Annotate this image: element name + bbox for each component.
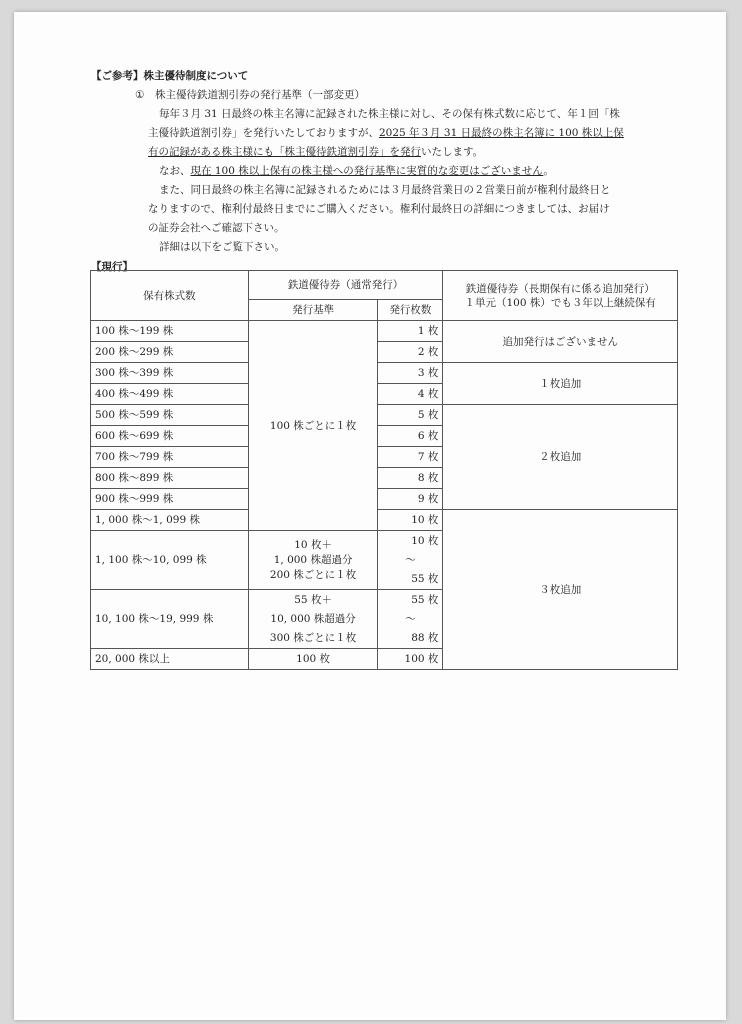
count-cell: 2 枚: [378, 342, 443, 363]
paragraph-2-end: 。: [543, 165, 554, 177]
header-normal: 鉄道優待券（通常発行）: [248, 271, 443, 300]
count-range-top: 55 枚: [411, 593, 439, 606]
header-shares: 保有株式数: [91, 271, 249, 321]
basis-line-2: 10, 000 株超過分: [270, 612, 356, 625]
paragraph-1-line-1: 毎年３月 31 日最終の株主名簿に記録された株主様に対し、その保有株式数に応じて、年１回「株: [159, 108, 620, 120]
count-cell: 3 枚: [378, 363, 443, 384]
shares-cell: 200 株～299 株: [91, 342, 249, 363]
count-cell: 100 枚: [378, 649, 443, 670]
shares-cell: 900 株～999 株: [91, 489, 249, 510]
basis-cell: 100 枚: [248, 649, 378, 670]
shares-cell: 1, 100 株～10, 099 株: [91, 531, 249, 590]
subsection-title-text: 株主優待鉄道割引券の発行基準（一部変更）: [155, 89, 365, 101]
shares-cell: 20, 000 株以上: [91, 649, 249, 670]
section-heading: 【ご参考】株主優待制度について: [91, 70, 249, 82]
count-range-mid: ～: [405, 553, 416, 566]
shares-cell: 600 株～699 株: [91, 426, 249, 447]
header-long-term-line-2: １単元（100 株）でも３年以上継続保有: [464, 296, 656, 309]
count-range-bottom: 88 枚: [411, 631, 439, 644]
count-cell: 8 枚: [378, 468, 443, 489]
paragraph-1-text: 主優待鉄道割引券」を発行いたしておりますが、: [148, 127, 379, 139]
count-cell: 5 枚: [378, 405, 443, 426]
count-range-mid: ～: [405, 612, 416, 625]
add-2-cell: ２枚追加: [443, 405, 678, 510]
add-none-cell: 追加発行はございません: [443, 321, 678, 363]
paragraph-2-lead: なお、: [159, 165, 191, 177]
add-3-cell: ３枚追加: [443, 510, 678, 670]
table-row: [91, 510, 678, 531]
document-page: [14, 12, 726, 1020]
paragraph-1-text-2: いたします。: [421, 146, 484, 158]
table-row: [91, 363, 678, 384]
header-long-term: [443, 271, 678, 321]
paragraph-4: 詳細は以下をご覧下さい。: [159, 241, 285, 253]
shares-cell: 300 株～399 株: [91, 363, 249, 384]
count-cell: 4 枚: [378, 384, 443, 405]
benefit-table: [90, 270, 678, 670]
header-count: 発行枚数: [378, 300, 443, 321]
count-range-cell: [378, 531, 443, 590]
add-1-cell: １枚追加: [443, 363, 678, 405]
shares-cell: 100 株～199 株: [91, 321, 249, 342]
shares-cell: 800 株～899 株: [91, 468, 249, 489]
shares-cell: 700 株～799 株: [91, 447, 249, 468]
paragraph-3-line-3: の証券会社へご確認下さい。: [148, 222, 285, 234]
basis-line-1: 10 枚＋: [294, 538, 332, 551]
count-range-top: 10 枚: [411, 534, 439, 547]
shares-cell: 1, 000 株～1, 099 株: [91, 510, 249, 531]
basis-main-cell: 100 株ごとに１枚: [248, 321, 378, 531]
count-range-bottom: 55 枚: [411, 572, 439, 585]
paragraph-1-underlined: 2025 年３月 31 日最終の株主名簿に 100 株以上保: [379, 127, 624, 139]
document-body: [91, 67, 681, 277]
paragraph-1-line-2: [91, 124, 681, 143]
basis-line-2: 1, 000 株超過分: [273, 553, 353, 566]
subsection-title: [91, 86, 681, 105]
paragraph-1: [91, 105, 681, 124]
count-cell: 1 枚: [378, 321, 443, 342]
basis-line-1: 55 枚＋: [294, 593, 332, 606]
paragraph-2-underlined: 現在 100 株以上保有の株主様への発行基準に実質的な変更はございません: [190, 165, 544, 177]
paragraph-3-line-2: なりますので、権利付最終日までにご購入ください。権利付最終日の詳細につきましては、お届け: [148, 203, 610, 215]
subsection-number: ①: [135, 89, 145, 101]
paragraph-1-underlined-2: 有の記録がある株主様にも「株主優待鉄道割引券」を発行: [148, 146, 421, 158]
paragraph-3-line-1: また、同日最終の株主名簿に記録されるためには３月最終営業日の２営業日前が権利付最終日と: [159, 184, 611, 196]
shares-cell: 400 株～499 株: [91, 384, 249, 405]
count-cell: 7 枚: [378, 447, 443, 468]
shares-cell: 10, 100 株～19, 999 株: [91, 590, 249, 649]
table-row: [91, 321, 678, 342]
table-row: [91, 405, 678, 426]
count-cell: 10 枚: [378, 510, 443, 531]
basis-line-3: 200 株ごとに１枚: [269, 568, 357, 581]
paragraph-1-line-3: [91, 143, 681, 162]
table-header-row: [91, 271, 678, 300]
current-label: 【現行】: [91, 261, 133, 273]
header-long-term-line-1: 鉄道優待券（長期保有に係る追加発行）: [465, 282, 655, 295]
paragraph-2: [91, 162, 681, 181]
basis-cell: [248, 531, 378, 590]
basis-cell: [248, 590, 378, 649]
basis-line-3: 300 株ごとに１枚: [269, 631, 357, 644]
shares-cell: 500 株～599 株: [91, 405, 249, 426]
count-range-cell: [378, 590, 443, 649]
header-basis: 発行基準: [248, 300, 378, 321]
count-cell: 9 枚: [378, 489, 443, 510]
count-cell: 6 枚: [378, 426, 443, 447]
